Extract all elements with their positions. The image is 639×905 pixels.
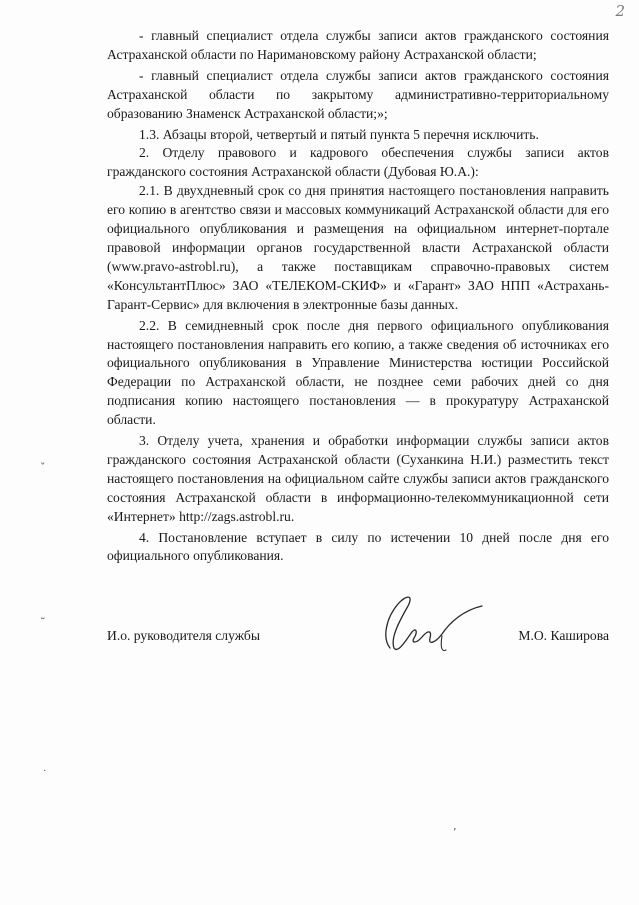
scan-speck: ʼ — [453, 826, 457, 839]
paragraph-1-3: 1.3. Абзацы второй, четвертый и пятый пункта 5 перечня исключить. — [139, 126, 539, 142]
paragraph-2: 2. Отделу правового и кадрового обеспечения службы записи актов гражданского состояния Астраханской области (Дубовая Ю.А.): — [107, 145, 609, 180]
scan-speck: ˜ — [40, 616, 46, 629]
signatory-name: М.О. Каширова — [518, 628, 609, 643]
paragraph-list-item-2: - главный специалист отдела службы записи актов гражданского состояния Астраханской области по закрытому административно-территориальному образованию Знаменск Астраханской области;»; — [107, 67, 609, 121]
paragraph-3: 3. Отделу учета, хранения и обработки информации службы записи актов гражданского состояния Астраханской области (Суханкина Н.И.) разместить текст настоящего постановления на официальном сайте службы записи актов гражданского состояния Астраханской области в информационно-телекоммуникационной сети «Интернет» http://zags.astrobl.ru. — [107, 433, 609, 524]
signatory-title: И.о. руководителя службы — [107, 628, 260, 643]
page-number: 2 — [615, 2, 625, 20]
scan-speck: ˇ — [40, 461, 46, 474]
paragraph-2-1: 2.1. В двухдневный срок со дня принятия настоящего постановления направить его копию в агентство связи и массовых коммуникаций Астраханской области для его официального опубликования и размещения на официальном интернет-портале правовой информации органов государственной власти Астраханской области (www.pravo-astrobl.ru), а также поставщикам справочно-правовых систем «КонсультантПлюс» ЗАО «ТЕЛЕКОМ-СКИФ» и «Гарант» ЗАО НПП «Астрахань-Гарант-Сервис» для включения в электронные базы данных. — [107, 183, 609, 312]
paragraph-2-2: 2.2. В семидневный срок после дня первого официального опубликования настоящего постановления направить его копию, а также сведения об источниках его официального опубликования в Управление Министерства юстиции Российской Федерации по Астраханской области, не позднее семи рабочих дней со дня подписания копию настоящего постановления — в прокуратуру Астраханской области. — [107, 317, 609, 428]
handwritten-signature — [346, 582, 496, 662]
scan-speck: ˙ — [42, 768, 48, 781]
paragraph-list-item-1: - главный специалист отдела службы записи актов гражданского состояния Астраханской области по Наримановскому району Астраханской области; — [107, 28, 609, 62]
paragraph-4: 4. Постановление вступает в силу по истечении 10 дней после дня его официального опубликования. — [107, 529, 609, 564]
document-body — [107, 27, 609, 566]
